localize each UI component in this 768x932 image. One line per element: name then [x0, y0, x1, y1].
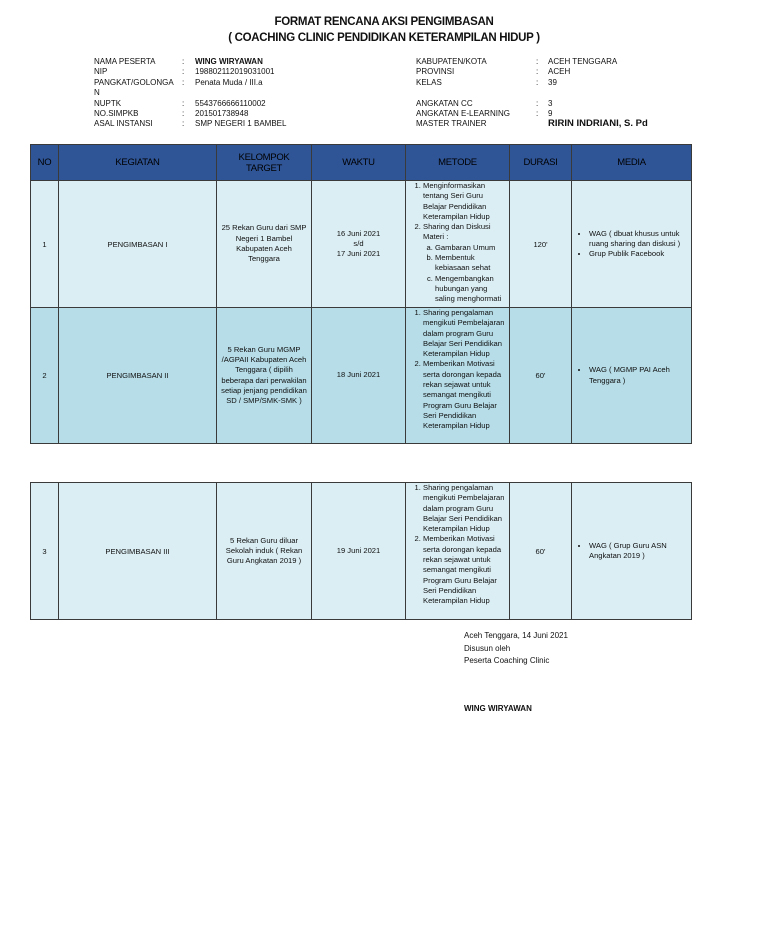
info-value-angkatan-elearning: 9 — [548, 109, 553, 119]
metode-subitem: c. Mengembangkan hubungan yang saling menghormati — [435, 274, 506, 305]
cell-durasi: 60' — [510, 483, 572, 620]
info-row-kelas — [416, 78, 648, 88]
info-value-kelas: 39 — [548, 77, 557, 87]
waktu-line: 17 Juni 2021 — [336, 249, 381, 259]
info-value-provinsi: ACEH — [548, 67, 571, 77]
media-list — [575, 229, 688, 260]
info-row-nuptk — [94, 99, 286, 109]
info-value-nama: WING WIRYAWAN — [195, 57, 263, 66]
info-separator — [536, 119, 548, 129]
info-row-kabupaten — [416, 57, 648, 67]
cell-no: 2 — [31, 308, 59, 444]
cell-waktu — [312, 483, 406, 620]
media-item: • WAG ( MGMP PAI Aceh Tenggara ) — [589, 365, 688, 386]
participant-info-right — [416, 57, 648, 130]
info-row-simpkb — [94, 109, 286, 119]
info-label: PANGKAT/GOLONGA N — [94, 77, 174, 98]
info-label: ANGKATAN CC — [416, 98, 473, 108]
info-value-pangkat: Penata Muda / III.a — [195, 77, 263, 87]
waktu-line: 19 Juni 2021 — [336, 545, 381, 555]
document-subtitle: ( COACHING CLINIC PENDIDIKAN KETERAMPILAN HIDUP ) — [228, 32, 540, 44]
info-label: NO.SIMPKB — [94, 109, 139, 119]
info-separator: : — [182, 109, 185, 119]
signature-place-date: Aceh Tenggara, 14 Juni 2021 — [464, 631, 568, 640]
waktu-line: s/d — [353, 238, 364, 248]
info-label: NIP — [94, 67, 108, 77]
info-label: ASAL INSTANSI — [94, 119, 153, 129]
media-item: • Grup Publik Facebook — [589, 249, 688, 259]
action-plan-table — [30, 144, 692, 444]
cell-kegiatan: PENGIMBASAN I — [59, 181, 217, 308]
info-separator: : — [182, 77, 185, 87]
media-list — [575, 365, 688, 386]
info-label: NUPTK — [94, 98, 122, 108]
info-value-nip: 198802112019031001 — [195, 67, 275, 77]
info-label: MASTER TRAINER — [416, 119, 487, 129]
metode-item: 1. Sharing pengalaman mengikuti Pembelajaran dalam program Guru Belajar Seri Pendidikan Keterampilan Hidup — [423, 483, 506, 534]
media-item: • WAG ( Grup Guru ASN Angkatan 2019 ) — [589, 541, 688, 562]
info-label: ANGKATAN E-LEARNING — [416, 109, 510, 119]
cell-waktu — [312, 181, 406, 308]
signature-prepared-by: Disusun oleh — [464, 643, 511, 653]
metode-list — [409, 308, 506, 432]
signature-block — [464, 630, 568, 668]
metode-subitem: a. Gambaran Umum — [435, 243, 506, 253]
info-separator: : — [536, 57, 539, 66]
info-label: NAMA PESERTA — [94, 57, 156, 66]
media-list — [575, 541, 688, 562]
info-row-master-trainer — [416, 119, 648, 129]
info-value-simpkb: 201501738948 — [195, 109, 249, 119]
info-label: PROVINSI — [416, 67, 455, 77]
info-value-master-trainer: RIRIN INDRIANI, S. Pd — [548, 118, 648, 130]
info-row-provinsi — [416, 67, 648, 77]
info-separator: : — [536, 67, 539, 77]
cell-metode — [406, 181, 510, 308]
waktu-line: 18 Juni 2021 — [336, 370, 381, 380]
cell-durasi: 60' — [510, 308, 572, 444]
metode-item: 2. Memberikan Motivasi serta dorongan kepada rekan sejawat untuk semangat mengikuti Program Guru Belajar Seri Pendidikan Keterampilan Hidup — [423, 534, 506, 606]
header-kegiatan: KEGIATAN — [59, 145, 217, 181]
metode-item: 1. Menginformasikan tentang Seri Guru Belajar Pendidikan Keterampilan Hidup — [423, 181, 506, 222]
waktu-line: 16 Juni 2021 — [336, 228, 381, 238]
header-kelompok-target: KELOMPOK TARGET — [217, 145, 312, 181]
info-separator: : — [536, 98, 539, 108]
header-media: MEDIA — [572, 145, 692, 181]
table-header-row — [31, 145, 692, 181]
signature-name: WING WIRYAWAN — [464, 704, 532, 713]
info-separator: : — [182, 98, 185, 108]
cell-no: 1 — [31, 181, 59, 308]
info-separator: : — [182, 67, 185, 77]
cell-media — [572, 308, 692, 444]
info-row-nip — [94, 67, 286, 77]
table-row — [31, 181, 692, 308]
cell-target: 25 Rekan Guru dari SMP Negeri 1 Bambel Kabupaten Aceh Tenggara — [217, 181, 312, 308]
info-separator: : — [182, 119, 185, 129]
info-value-kabupaten: ACEH TENGGARA — [548, 57, 618, 66]
info-row-pangkat — [94, 78, 286, 99]
info-value-nuptk: 5543766666110002 — [195, 98, 266, 108]
metode-subitem: b. Membentuk kebiasaan sehat — [435, 253, 506, 274]
cell-metode — [406, 308, 510, 444]
table-row — [31, 483, 692, 620]
metode-item — [423, 222, 506, 304]
cell-kegiatan: PENGIMBASAN II — [59, 308, 217, 444]
signature-role: Peserta Coaching Clinic — [464, 656, 550, 665]
media-item: • WAG ( dbuat khusus untuk ruang sharing dan diskusi ) — [589, 229, 688, 250]
cell-kegiatan: PENGIMBASAN III — [59, 483, 217, 620]
info-label: KELAS — [416, 77, 442, 87]
metode-item: 1. Sharing pengalaman mengikuti Pembelajaran dalam program Guru Belajar Seri Pendidikan Keterampilan Hidup — [423, 308, 506, 359]
info-separator: : — [536, 77, 539, 87]
metode-item-text: Sharing dan Diskusi Materi : — [423, 222, 491, 242]
metode-item: 2. Memberikan Motivasi serta dorongan kepada rekan sejawat untuk semangat mengikuti Program Guru Belajar Seri Pendidikan Keterampilan Hidup — [423, 359, 506, 431]
header-metode: METODE — [406, 145, 510, 181]
info-separator: : — [182, 57, 185, 66]
document-title: FORMAT RENCANA AKSI PENGIMBASAN — [274, 16, 494, 28]
cell-target: 5 Rekan Guru MGMP /AGPAII Kabupaten Aceh Tenggara ( dipilih beberapa dari perwakilan setiap jenjang pendidikan SD / SMP/SMK-SMK ) — [217, 308, 312, 444]
header-no: NO — [31, 145, 59, 181]
info-row-instansi — [94, 119, 286, 129]
participant-info-left — [94, 57, 286, 130]
table-row — [31, 308, 692, 444]
info-value-instansi: SMP NEGERI 1 BAMBEL — [195, 119, 287, 129]
cell-no: 3 — [31, 483, 59, 620]
header-waktu: WAKTU — [312, 145, 406, 181]
header-durasi: DURASI — [510, 145, 572, 181]
info-value-angkatan-cc: 3 — [548, 98, 553, 108]
action-plan-table-continued — [30, 482, 692, 620]
cell-media — [572, 483, 692, 620]
info-row-angkatan-cc — [416, 99, 648, 109]
cell-target: 5 Rekan Guru diluar Sekolah induk ( Rekan Guru Angkatan 2019 ) — [217, 483, 312, 620]
cell-metode — [406, 483, 510, 620]
cell-waktu — [312, 308, 406, 444]
cell-media — [572, 181, 692, 308]
info-row-nama — [94, 57, 286, 67]
info-label: KABUPATEN/KOTA — [416, 57, 487, 66]
info-separator: : — [536, 109, 539, 119]
metode-list — [409, 483, 506, 607]
cell-durasi: 120' — [510, 181, 572, 308]
metode-list — [409, 181, 506, 305]
metode-sublist — [423, 243, 506, 305]
